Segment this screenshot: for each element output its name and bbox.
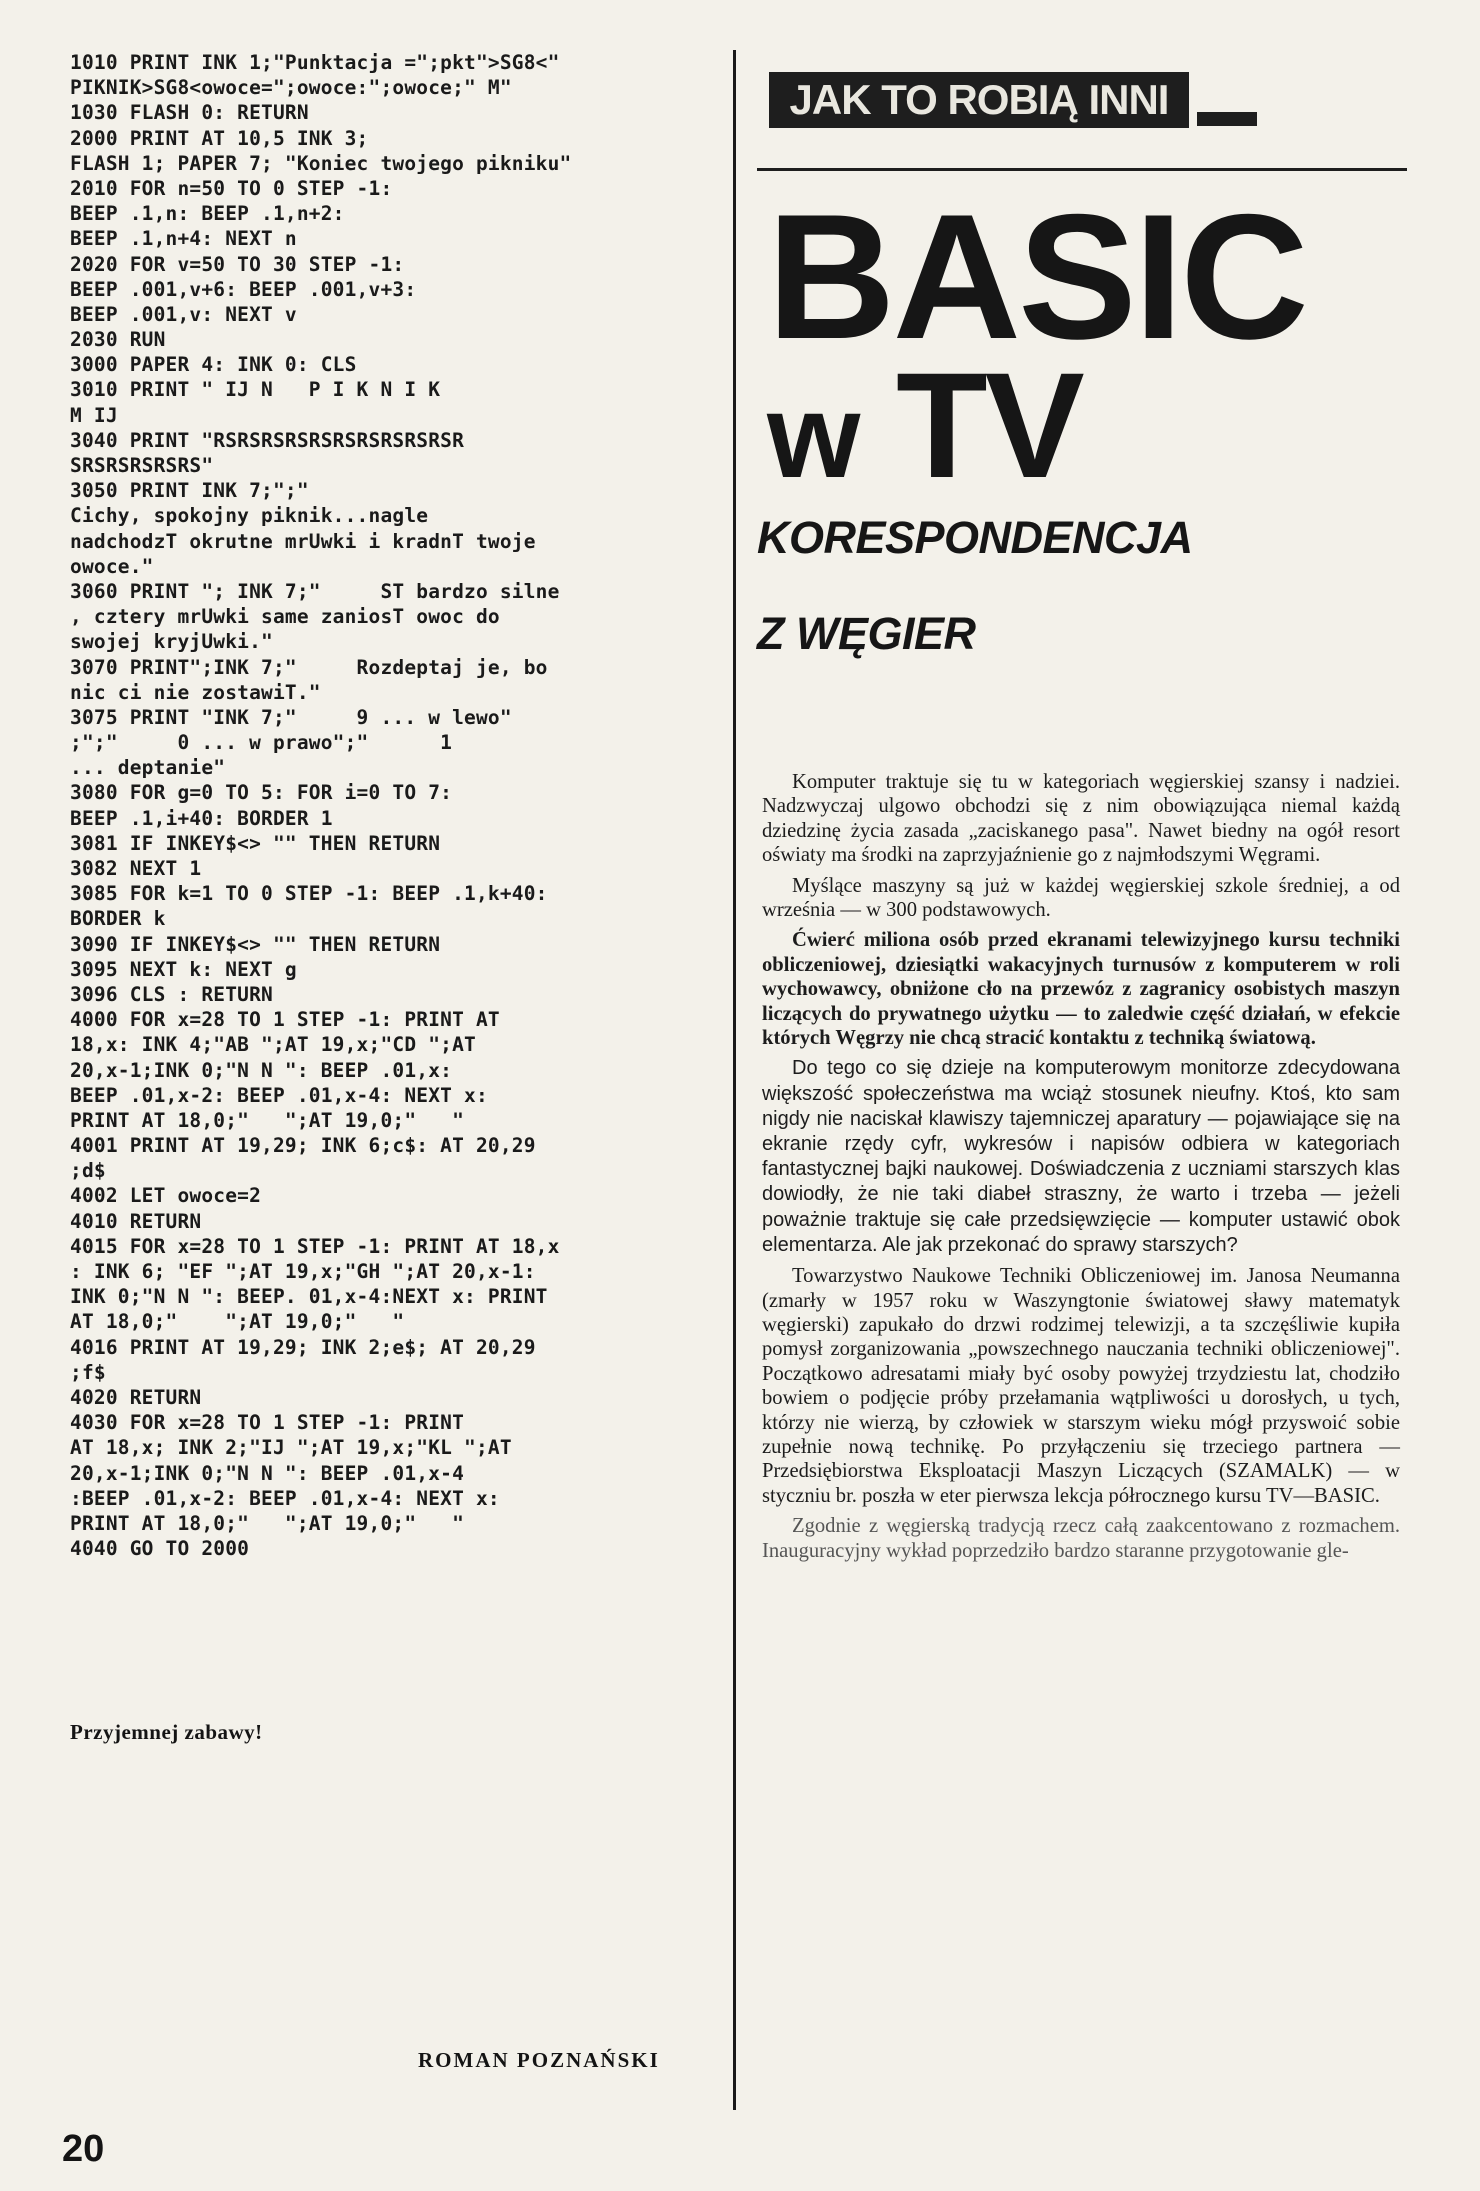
code-line: 4020 RETURN [70,1385,202,1409]
code-line: AT 18,x; INK 2;"IJ ";AT 19,x;"KL ";AT [70,1436,512,1460]
basic-program-listing [70,50,690,1561]
code-line: AT 18,0;" ";AT 19,0;" " [70,1310,405,1334]
code-line: PRINT AT 18,0;" ";AT 19,0;" " [70,1511,465,1535]
code-line: 4000 FOR x=28 TO 1 STEP -1: PRINT AT [70,1008,500,1032]
code-line: INK 0;"N N ": BEEP. 01,x-4:NEXT x: PRINT [70,1285,548,1309]
code-line: BEEP .001,v+6: BEEP .001,v+3: [70,277,417,301]
code-line: BEEP .1,n+4: NEXT n [70,227,297,251]
section-banner: JAK TO ROBIĄ INNI [769,72,1189,128]
code-line: 4015 FOR x=28 TO 1 STEP -1: PRINT AT 18,x [70,1234,560,1258]
page-number: 20 [62,2128,105,2170]
code-line: 4010 RETURN [70,1209,202,1233]
code-line: ;d$ [70,1159,106,1183]
code-line: 3096 CLS : RETURN [70,982,273,1006]
code-line: BEEP .1,n: BEEP .1,n+2: [70,202,345,226]
article-body [762,770,1400,1569]
code-line: 4040 GO TO 2000 [70,1537,250,1561]
code-line: BEEP .1,i+40: BORDER 1 [70,806,333,830]
code-line: 2010 FOR n=50 TO 0 STEP -1: [70,176,393,200]
code-line: BEEP .001,v: NEXT v [70,302,297,326]
code-line: 3090 IF INKEY$<> "" THEN RETURN [70,932,441,956]
paragraph-inauguration: Zgodnie z węgierską tradycją rzecz całą zaakcentowano z rozmachem. Inauguracyjny wykład poprzedziło bardzo staranne przygotowanie gle- [762,1515,1400,1562]
code-line: 3075 PRINT "INK 7;" 9 ... w lewo" [70,705,512,729]
code-line: swojej kryjUwki." [70,630,273,654]
subhead-correspondence: KORESPONDENCJA [757,512,1193,563]
code-line: 20,x-1;INK 0;"N N ": BEEP .01,x-4 [70,1461,465,1485]
code-line: nadchodzT okrutne mrUwki i kradnT twoje [70,529,536,553]
closing-line: Przyjemnej zabawy! [70,1720,263,1744]
code-line: 3095 NEXT k: NEXT g [70,957,297,981]
paragraph-distrust: Do tego co się dzieje na komputerowym monitorze zdecydowana większość społeczeństwa ma wciąż stosunek nieufny. Ktoś, kto sam nigdy nie naciskał klawiszy tajemniczej aparatury — pojawiające się na ekranie rzędy cyfr, wykresów i napisów odbiera w kategoriach fantastycznej bajki naukowej. Doświadczenia z uczniami starszych klas dowiodły, że nie taki diabeł straszny, że warto i trzeba — jeżeli poważnie traktuje się całe przedsięwzięcie — komputer ustawić obok elementarza. Ale jak przekonać do sprawy starszych? [762,1057,1400,1256]
subhead-hungary: Z WĘGIER [757,608,976,659]
code-line: SRSRSRSRSRS" [70,454,214,477]
code-line: 1030 FLASH 0: RETURN [70,101,309,125]
code-line: 3010 PRINT " IJ N P I K N I K [70,378,441,402]
headline-w: w [767,369,858,503]
code-line: owoce." [70,554,154,578]
paragraph-society: Towarzystwo Naukowe Techniki Obliczeniowej im. Janosa Neumanna (zmarły w 1957 roku w Waszyngtonie światowej sławy matematyk węgierski) zapukało do drzwi rodzimej telewizji, a ta szczęśliwie kupiła pomysł zorganizowania „powszechnego nauczania techniki obliczeniowej". Początkowo adresatami miały być osoby powyżej trzydziestu lat, chodziło bowiem o podjęcie próby przełamania wątpliwości u dorosłych, u tych, którzy nie wierzą, by człowiek w starszym wieku mógł przyswoić sobie zupełnie nową technikę. Po przyłączeniu się trzeciego partnera — Przedsiębiorstwa Eksploatacji Maszyn Liczących (SZAMALK) — w styczniu br. poszła w eter pierwsza lekcja półrocznego kursu TV—BASIC. [762,1265,1400,1507]
code-line: 18,x: INK 4;"AB ";AT 19,x;"CD ";AT [70,1033,476,1057]
code-line: 3081 IF INKEY$<> "" THEN RETURN [70,831,441,855]
code-line: 3085 FOR k=1 TO 0 STEP -1: BEEP .1,k+40: [70,882,548,906]
code-line: 2000 PRINT AT 10,5 INK 3; [70,126,369,150]
code-line: 1010 PRINT INK 1;"Punktacja =";pkt">SG8<" [70,51,560,74]
code-line: 20,x-1;INK 0;"N N ": BEEP .01,x: [70,1058,453,1082]
code-line: 4030 FOR x=28 TO 1 STEP -1: PRINT [70,1411,465,1435]
code-line: PRINT AT 18,0;" ";AT 19,0;" " [70,1108,465,1132]
code-line: 4002 LET owoce=2 [70,1184,262,1208]
code-line: , cztery mrUwki same zaniosT owoc do [70,605,500,629]
headline-basic: BASIC [767,177,1306,376]
code-line: 2020 FOR v=50 TO 30 STEP -1: [70,252,405,276]
code-line: ... deptanie" [70,756,226,780]
code-line: Cichy, spokojny piknik...nagle [70,504,429,528]
code-line: BORDER k [70,907,166,931]
code-line: ;";" 0 ... w prawo";" 1 [70,731,453,755]
code-line: 3070 PRINT";INK 7;" Rozdeptaj je, bo [70,655,548,679]
code-line: 2030 RUN [70,328,166,352]
column-divider [733,50,736,2110]
code-line: FLASH 1; PAPER 7; "Koniec twojego pikniku" [70,151,572,175]
code-line: 3082 NEXT 1 [70,857,202,880]
code-line: 3040 PRINT "RSRSRSRSRSRSRSRSRSRSR [70,428,465,452]
code-line: PIKNIK>SG8<owoce=";owoce:";owoce;" M" [70,76,512,100]
code-line: :BEEP .01,x-2: BEEP .01,x-4: NEXT x: [70,1486,500,1510]
paragraph-lead: Ćwierć miliona osób przed ekranami telewizyjnego kursu techniki obliczeniowej, dziesiątki wakacyjnych turnusów z komputerem w roli wychowawcy, obniżone cło na przewóz z zagranicy osobistych maszyn liczących do prywatnego użytku — to zaledwie część działań, w efekcie których Węgrzy nie chcą stracić kontaktu z techniką światową. [762,929,1400,1050]
code-line: 3080 FOR g=0 TO 5: FOR i=0 TO 7: [70,781,453,805]
paragraph-schools: Myślące maszyny są już w każdej węgierskiej szkole średniej, a od września — w 300 podstawowych. [762,874,1400,922]
code-line: 3000 PAPER 4: INK 0: CLS [70,353,357,377]
code-line: : INK 6; "EF ";AT 19,x;"GH ";AT 20,x-1: [70,1260,536,1283]
code-line: nic ci nie zostawiT." [70,680,321,704]
top-rule [757,168,1407,171]
code-line: ;f$ [70,1360,106,1384]
author-name: ROMAN POZNAŃSKI [418,2048,660,2072]
code-line: 4001 PRINT AT 19,29; INK 6;c$: AT 20,29 [70,1134,536,1158]
code-line: M IJ [70,403,118,427]
banner-rule [1197,112,1257,126]
paragraph-intro: Komputer traktuje się tu w kategoriach węgierskiej szansy i nadziei. Nadzwyczaj ulgowo obchodzi się z nim obowiązująca niemal każdą dziedzinę życia zasada „zaciskanego pasa". Nawet biedny na ogół resort oświaty ma środki na zaprzyjaźnienie go z najmłodszymi Węgrami. [762,771,1400,867]
code-line: 3060 PRINT "; INK 7;" ST bardzo silne [70,579,560,603]
code-line: 3050 PRINT INK 7;";" [70,479,309,503]
headline-w-tv [767,341,1082,509]
code-line: 4016 PRINT AT 19,29; INK 2;e$; AT 20,29 [70,1335,536,1359]
headline-tv: TV [896,341,1082,509]
code-line: BEEP .01,x-2: BEEP .01,x-4: NEXT x: [70,1083,488,1107]
